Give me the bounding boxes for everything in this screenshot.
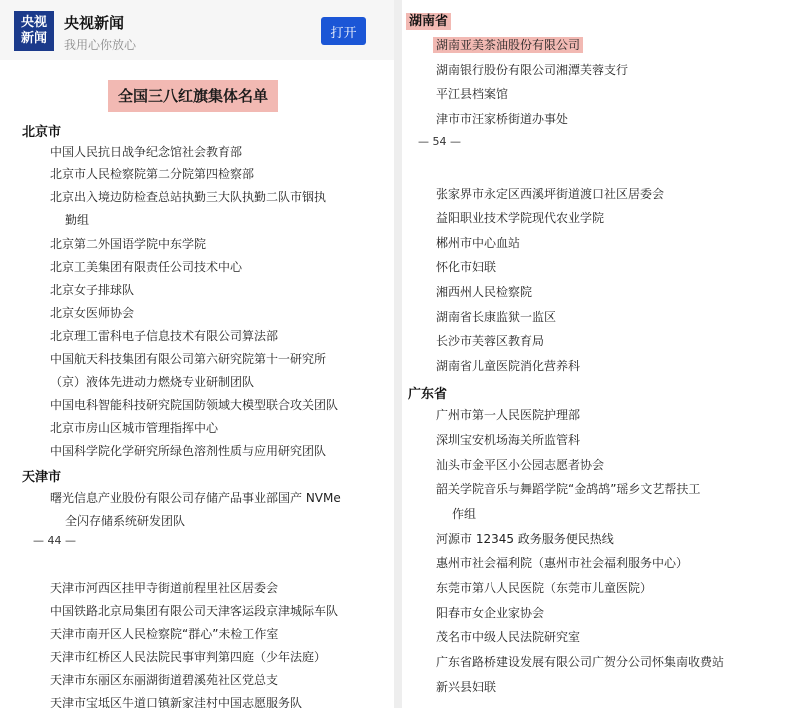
list-item: 中国科学院化学研究所绿色溶剂性质与应用研究团队 (50, 444, 327, 458)
list-item-continuation: 全闪存储系统研发团队 (65, 514, 186, 528)
region-heading-tianjin: 天津市 (22, 470, 62, 485)
list-item: 北京出入境边防检查总站执勤三大队执勤二队市铟执 (50, 190, 327, 204)
logo-text-line1: 央视 (20, 15, 47, 30)
list-item: 怀化市妇联 (436, 260, 497, 274)
app-slogan: 我用心你放心 (64, 38, 137, 52)
list-item-continuation: 作组 (452, 507, 477, 521)
list-item: 平江县档案馆 (436, 87, 509, 101)
list-item: 湖南省长康监狱一监区 (436, 310, 557, 324)
list-item-continuation: （京）液体先进动力燃烧专业研制团队 (50, 375, 255, 389)
list-item: 天津市红桥区人民法院民事审判第四庭（少年法庭） (50, 650, 327, 664)
list-item: 益阳职业技术学院现代农业学院 (436, 211, 605, 225)
list-item: 惠州市社会福利院（惠州市社会福利服务中心） (436, 556, 689, 570)
cctv-news-logo[interactable] (14, 11, 54, 51)
list-item: 北京市房山区城市管理指挥中心 (50, 421, 219, 435)
panel-divider (394, 0, 402, 708)
list-item: 天津市南开区人民检察院“群心”未检工作室 (50, 627, 279, 641)
list-item: 湘西州人民检察院 (436, 285, 533, 299)
page-number: — 44 — (33, 534, 76, 547)
list-item: 天津市宝坻区牛道口镇新家洼村中国志愿服务队 (50, 696, 303, 708)
list-item: 韶关学院音乐与舞蹈学院“金鸪鸪”瑶乡文艺帮扶工 (436, 482, 701, 496)
list-item: 广东省路桥建设发展有限公司广贺分公司怀集南收费站 (436, 655, 725, 669)
document-title: 全国三八红旗集体名单 (108, 80, 278, 112)
logo-text-line2: 新闻 (20, 31, 47, 46)
list-item: 深圳宝安机场海关所监管科 (436, 433, 581, 447)
list-item: 北京工美集团有限责任公司技术中心 (50, 260, 243, 274)
list-item: 中国人民抗日战争纪念馆社会教育部 (50, 145, 243, 159)
highlight-hunan: 湖南省 (406, 13, 451, 30)
list-item: 张家界市永定区西溪坪街道渡口社区居委会 (436, 187, 665, 201)
app-banner (0, 0, 394, 60)
region-heading-hunan (406, 10, 451, 29)
region-heading-guangdong: 广东省 (408, 387, 448, 402)
list-item: 新兴县妇联 (436, 680, 497, 694)
list-item: 河源市 12345 政务服务便民热线 (436, 532, 614, 546)
app-name: 央视新闻 (64, 14, 125, 32)
list-item: 北京女医师协会 (50, 306, 135, 320)
region-heading-beijing: 北京市 (22, 125, 62, 140)
right-page-panel (402, 0, 800, 708)
list-item-highlighted (433, 37, 583, 53)
list-item: 天津市河西区挂甲寺街道前程里社区居委会 (50, 581, 279, 595)
list-item: 北京市人民检察院第二分院第四检察部 (50, 167, 255, 181)
list-item: 湖南银行股份有限公司湘潭芙蓉支行 (436, 63, 629, 77)
list-item-continuation: 勤组 (65, 213, 90, 227)
left-page-panel (0, 0, 394, 708)
list-item: 阳春市女企业家协会 (436, 606, 545, 620)
list-item: 中国电科智能科技研究院国防领域大模型联合攻关团队 (50, 398, 339, 412)
list-item: 北京理工雷科电子信息技术有限公司算法部 (50, 329, 279, 343)
list-item: 长沙市芙蓉区教育局 (436, 334, 545, 348)
highlight-entry: 湖南亚美茶油股份有限公司 (433, 37, 583, 53)
list-item: 广州市第一人民医院护理部 (436, 408, 581, 422)
list-item: 茂名市中级人民法院研究室 (436, 630, 581, 644)
list-item: 东莞市第八人民医院（东莞市儿童医院） (436, 581, 653, 595)
list-item: 湖南省儿童医院消化营养科 (436, 359, 581, 373)
list-item: 郴州市中心血站 (436, 236, 521, 250)
page-number: — 54 — (418, 135, 461, 148)
list-item: 天津市东丽区东丽湖街道碧溪苑社区党总支 (50, 673, 279, 687)
list-item: 津市市汪家桥街道办事处 (436, 112, 569, 126)
list-item: 曙光信息产业股份有限公司存储产品事业部国产 NVMe (50, 491, 341, 505)
list-item: 汕头市金平区小公园志愿者协会 (436, 458, 605, 472)
list-item: 北京女子排球队 (50, 283, 135, 297)
open-app-button[interactable]: 打开 (321, 17, 366, 45)
list-item: 中国铁路北京局集团有限公司天津客运段京津城际车队 (50, 604, 339, 618)
list-item: 中国航天科技集团有限公司第六研究院第十一研究所 (50, 352, 327, 366)
list-item: 北京第二外国语学院中东学院 (50, 237, 207, 251)
